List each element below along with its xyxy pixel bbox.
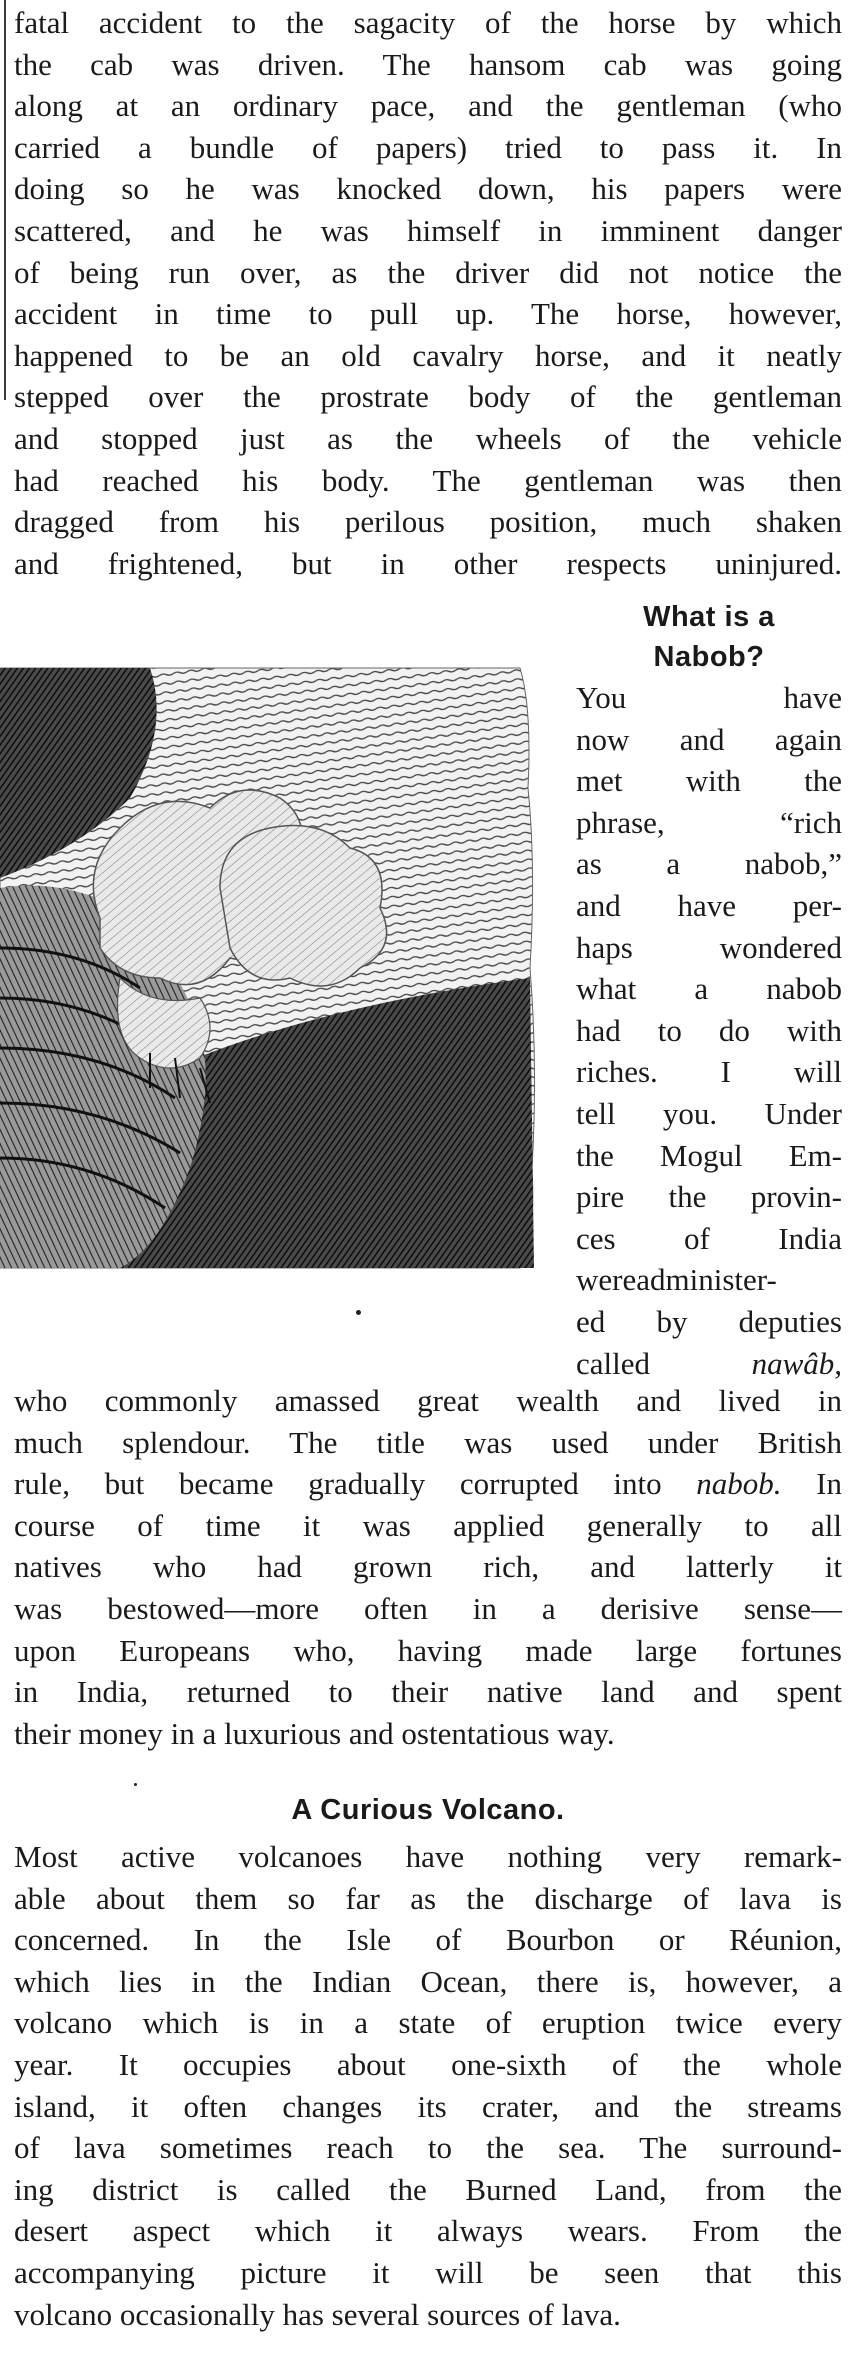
text-line: was bestowed—more often in a derisive sense— (14, 1590, 842, 1626)
text-line: and stopped just as the wheels of the vehicle (14, 420, 842, 456)
text-line: their money in a luxurious and ostentatious way. (14, 1715, 615, 1751)
text-line: which lies in the Indian Ocean, there is, however, a (14, 1963, 842, 1999)
text-line: met with the (576, 763, 842, 799)
text-line: had to do with (576, 1012, 842, 1048)
text-line: ed by deputies (576, 1303, 842, 1339)
volcano-illustration (0, 648, 538, 1276)
volcano-heading-wrap (14, 1790, 842, 1830)
text-line: You have (576, 680, 842, 715)
text-line: natives who had grown rich, and latterly it (14, 1549, 842, 1585)
called-prefix: called (576, 1345, 752, 1381)
rule-prefix: rule, but became gradually corrupted into (14, 1466, 697, 1502)
text-line: desert aspect which it always wears. From the (14, 2213, 842, 2249)
text-line: year. It occupies about one-sixth of the whole (14, 2046, 842, 2082)
text-line: volcano occasionally has several sources of lava. (14, 2296, 621, 2332)
left-margin-rule (4, 0, 6, 400)
text-line: happened to be an old cavalry horse, and it neatly (14, 337, 842, 373)
horse-story-paragraph (14, 2, 842, 584)
nabob-continuation (14, 1380, 842, 1754)
text-line: dragged from his perilous position, much shaken (14, 504, 842, 540)
nabob-side-column (576, 597, 842, 1384)
print-speck (134, 1783, 137, 1786)
text-line: volcano which is in a state of eruption twice every (14, 2005, 842, 2041)
text-line: carried a bundle of papers) tried to pass it. In (14, 129, 842, 165)
text-line: able about them so far as the discharge of lava is (14, 1880, 842, 1916)
text-line: accompanying picture it will be seen that this (14, 2254, 842, 2290)
text-line: wereadminister- (576, 1262, 777, 1298)
nabob-heading (576, 597, 842, 677)
nabob-term: nabob. (696, 1466, 782, 1502)
text-line: riches. I will (576, 1054, 842, 1090)
text-line: who commonly amassed great wealth and lived in (14, 1383, 842, 1418)
text-line: much splendour. The title was used under British (14, 1424, 842, 1460)
nabob-heading-line1: What is a (643, 601, 775, 633)
text-line: scattered, and he was himself in imminent danger (14, 212, 842, 248)
text-line: now and again (576, 721, 842, 757)
text-line: upon Europeans who, having made large fortunes (14, 1632, 842, 1668)
rule-suffix: In (781, 1466, 843, 1502)
text-line: haps wondered (576, 929, 842, 965)
text-line: pire the provin- (576, 1179, 842, 1215)
called-line (576, 1343, 842, 1385)
text-line: tell you. Under (576, 1095, 842, 1131)
text-line: of being run over, as the driver did not notice the (14, 254, 842, 290)
text-line: the cab was driven. The hansom cab was going (14, 46, 842, 82)
rule-line (14, 1463, 842, 1505)
text-line: the Mogul Em- (576, 1137, 842, 1173)
text-line: doing so he was knocked down, his papers were (14, 171, 842, 207)
print-speck (356, 1310, 361, 1315)
text-line: island, it often changes its crater, and the streams (14, 2088, 842, 2124)
text-line: ing district is called the Burned Land, from the (14, 2171, 842, 2207)
text-line: fatal accident to the sagacity of the horse by which (14, 5, 842, 40)
text-line: concerned. In the Isle of Bourbon or Réunion, (14, 1922, 842, 1958)
text-line: and frightened, but in other respects uninjured. (14, 545, 842, 581)
text-line: ces of India (576, 1220, 842, 1256)
text-line: Most active volcanoes have nothing very remark- (14, 1839, 842, 1874)
volcano-paragraph (14, 1836, 842, 2335)
nawab-term: nawâb, (751, 1345, 842, 1381)
text-line: of lava sometimes reach to the sea. The surround- (14, 2130, 842, 2166)
text-line: and have per- (576, 887, 842, 923)
text-line: had reached his body. The gentleman was then (14, 462, 842, 498)
text-line: accident in time to pull up. The horse, however, (14, 296, 842, 332)
text-line: course of time it was applied generally to all (14, 1507, 842, 1543)
text-line: phrase, “rich (576, 804, 842, 840)
text-line: in India, returned to their native land and spent (14, 1674, 842, 1710)
text-line: as a nabob,” (576, 846, 842, 882)
text-line: what a nabob (576, 971, 842, 1007)
volcano-heading: A Curious Volcano. (291, 1794, 565, 1826)
text-line: stepped over the prostrate body of the gentleman (14, 379, 842, 415)
nabob-heading-line2: Nabob? (653, 641, 765, 673)
text-line: along at an ordinary pace, and the gentleman (who (14, 88, 842, 124)
